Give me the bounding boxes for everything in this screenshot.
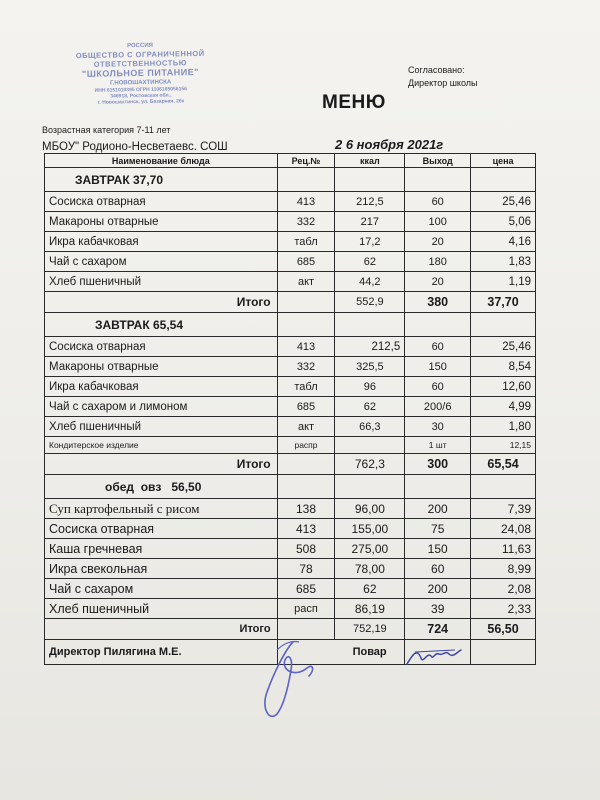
dish-name: Чай с сахаром и лимоном bbox=[45, 397, 278, 417]
recipe-number: распр bbox=[277, 437, 335, 454]
director-signature bbox=[255, 630, 325, 725]
yield-value: 150 bbox=[405, 539, 471, 559]
yield-value: 1 шт bbox=[405, 437, 471, 454]
recipe-number: табл bbox=[277, 232, 335, 252]
price-value: 12,60 bbox=[471, 377, 536, 397]
organization-stamp: РОССИЯ ОБЩЕСТВО С ОГРАНИЧЕННОЙ ОТВЕТСТВЕННОСТЬЮ "ШКОЛЬНОЕ ПИТАНИЕ" Г.НОВОШАХТИНСКА ИНН 6151010395 ОГРН 1106165056156 346918, Ростовская обл., г. Новошахтинск, ул. Базарная, 26к bbox=[75, 42, 205, 106]
total-kcal: 752,19 bbox=[335, 619, 405, 640]
dish-name: Икра свекольная bbox=[45, 559, 278, 579]
price-value: 11,63 bbox=[471, 539, 536, 559]
recipe-number: расп bbox=[277, 599, 335, 619]
table-row bbox=[45, 417, 536, 437]
table-row bbox=[45, 192, 536, 212]
dish-name: Хлеб пшеничный bbox=[45, 417, 278, 437]
table-row bbox=[45, 377, 536, 397]
recipe-number: 138 bbox=[277, 499, 335, 519]
table-row bbox=[45, 357, 536, 377]
recipe-number: 78 bbox=[277, 559, 335, 579]
kcal-value: 62 bbox=[335, 579, 405, 599]
kcal-value: 62 bbox=[335, 252, 405, 272]
header-name: Наименование блюда bbox=[45, 154, 278, 168]
approval-block bbox=[408, 64, 478, 90]
yield-value: 30 bbox=[405, 417, 471, 437]
price-value: 8,54 bbox=[471, 357, 536, 377]
price-value: 4,99 bbox=[471, 397, 536, 417]
dish-name: Икра кабачковая bbox=[45, 377, 278, 397]
recipe-number: 685 bbox=[277, 579, 335, 599]
total-kcal: 552,9 bbox=[335, 292, 405, 313]
table-row bbox=[45, 539, 536, 559]
dish-name: Сосиска отварная bbox=[45, 192, 278, 212]
approval-role: Директор школы bbox=[408, 78, 478, 88]
total-yield: 380 bbox=[405, 292, 471, 313]
total-kcal: 762,3 bbox=[335, 454, 405, 475]
section-header bbox=[45, 313, 536, 337]
dish-name: Макароны отварные bbox=[45, 212, 278, 232]
price-value: 1,83 bbox=[471, 252, 536, 272]
yield-value: 60 bbox=[405, 377, 471, 397]
approval-label: Согласовано: bbox=[408, 65, 465, 75]
kcal-value: 96,00 bbox=[335, 499, 405, 519]
yield-value: 39 bbox=[405, 599, 471, 619]
kcal-value: 217 bbox=[335, 212, 405, 232]
age-category: Возрастная категория 7-11 лет bbox=[42, 125, 171, 135]
price-value: 8,99 bbox=[471, 559, 536, 579]
yield-value: 75 bbox=[405, 519, 471, 539]
dish-name: Чай с сахаром bbox=[45, 579, 278, 599]
price-value: 2,33 bbox=[471, 599, 536, 619]
header-yield: Выход bbox=[405, 154, 471, 168]
section-header bbox=[45, 475, 536, 499]
price-value: 7,39 bbox=[471, 499, 536, 519]
page-title: МЕНЮ bbox=[322, 92, 386, 113]
kcal-value: 62 bbox=[335, 397, 405, 417]
total-label: Итого bbox=[45, 454, 278, 475]
price-value: 1,19 bbox=[471, 272, 536, 292]
yield-value: 200 bbox=[405, 499, 471, 519]
yield-value: 60 bbox=[405, 337, 471, 357]
dish-name: Каша гречневая bbox=[45, 539, 278, 559]
header-price: цена bbox=[471, 154, 536, 168]
menu-table bbox=[44, 153, 536, 665]
kcal-value: 325,5 bbox=[335, 357, 405, 377]
dish-name: Макароны отварные bbox=[45, 357, 278, 377]
yield-value: 20 bbox=[405, 232, 471, 252]
table-row bbox=[45, 212, 536, 232]
menu-date: 2 6 ноября 2021г bbox=[335, 137, 444, 152]
recipe-number: табл bbox=[277, 377, 335, 397]
dish-name: Кондитерское изделие bbox=[45, 437, 278, 454]
dish-name: Хлеб пшеничный bbox=[45, 599, 278, 619]
recipe-number: акт bbox=[277, 417, 335, 437]
total-price: 56,50 bbox=[471, 619, 536, 640]
dish-name: Сосиска отварная bbox=[45, 337, 278, 357]
kcal-value: 17,2 bbox=[335, 232, 405, 252]
total-yield: 724 bbox=[405, 619, 471, 640]
table-row bbox=[45, 337, 536, 357]
table-row bbox=[45, 519, 536, 539]
price-value: 12,15 bbox=[471, 437, 536, 454]
price-value: 25,46 bbox=[471, 192, 536, 212]
recipe-number: 685 bbox=[277, 252, 335, 272]
price-value: 4,16 bbox=[471, 232, 536, 252]
kcal-value: 155,00 bbox=[335, 519, 405, 539]
table-row bbox=[45, 499, 536, 519]
yield-value: 100 bbox=[405, 212, 471, 232]
cook-label: Повар bbox=[335, 640, 405, 665]
section-title: ЗАВТРАК 37,70 bbox=[45, 168, 278, 192]
table-row bbox=[45, 272, 536, 292]
recipe-number: 413 bbox=[277, 519, 335, 539]
kcal-value: 44,2 bbox=[335, 272, 405, 292]
director-signature-label: Директор Пилягина М.Е. bbox=[45, 640, 278, 665]
table-row bbox=[45, 232, 536, 252]
table-row bbox=[45, 397, 536, 417]
total-yield: 300 bbox=[405, 454, 471, 475]
dish-name: Чай с сахаром bbox=[45, 252, 278, 272]
yield-value: 20 bbox=[405, 272, 471, 292]
yield-value: 60 bbox=[405, 559, 471, 579]
cook-signature bbox=[405, 646, 465, 668]
recipe-number: акт bbox=[277, 272, 335, 292]
price-value: 5,06 bbox=[471, 212, 536, 232]
total-label: Итого bbox=[45, 619, 278, 640]
kcal-value: 86,19 bbox=[335, 599, 405, 619]
kcal-value: 212,5 bbox=[335, 192, 405, 212]
table-header bbox=[45, 154, 536, 168]
recipe-number: 332 bbox=[277, 212, 335, 232]
table-row bbox=[45, 599, 536, 619]
yield-value: 150 bbox=[405, 357, 471, 377]
kcal-value: 275,00 bbox=[335, 539, 405, 559]
kcal-value: 66,3 bbox=[335, 417, 405, 437]
yield-value: 180 bbox=[405, 252, 471, 272]
header-kcal: ккал bbox=[335, 154, 405, 168]
price-value: 25,46 bbox=[471, 337, 536, 357]
total-price: 37,70 bbox=[471, 292, 536, 313]
yield-value: 200 bbox=[405, 579, 471, 599]
yield-value: 200/6 bbox=[405, 397, 471, 417]
total-row bbox=[45, 454, 536, 475]
kcal-value: 212,5 bbox=[335, 337, 405, 357]
school-name: МБОУ" Родионо-Несветаевс. СОШ bbox=[42, 141, 228, 153]
table-row bbox=[45, 252, 536, 272]
section-header bbox=[45, 168, 536, 192]
table-row bbox=[45, 579, 536, 599]
kcal-value bbox=[335, 437, 405, 454]
recipe-number: 332 bbox=[277, 357, 335, 377]
recipe-number: 413 bbox=[277, 337, 335, 357]
section-title: ЗАВТРАК 65,54 bbox=[45, 313, 278, 337]
price-value: 1,80 bbox=[471, 417, 536, 437]
yield-value: 60 bbox=[405, 192, 471, 212]
recipe-number: 508 bbox=[277, 539, 335, 559]
price-value: 2,08 bbox=[471, 579, 536, 599]
total-price: 65,54 bbox=[471, 454, 536, 475]
recipe-number: 413 bbox=[277, 192, 335, 212]
table-row bbox=[45, 437, 536, 454]
price-value: 24,08 bbox=[471, 519, 536, 539]
dish-name: Сосиска отварная bbox=[45, 519, 278, 539]
dish-name: Хлеб пшеничный bbox=[45, 272, 278, 292]
kcal-value: 96 bbox=[335, 377, 405, 397]
dish-name: Суп картофельный с рисом bbox=[45, 499, 278, 519]
kcal-value: 78,00 bbox=[335, 559, 405, 579]
table-row bbox=[45, 559, 536, 579]
recipe-number: 685 bbox=[277, 397, 335, 417]
dish-name: Икра кабачковая bbox=[45, 232, 278, 252]
total-label: Итого bbox=[45, 292, 278, 313]
total-row bbox=[45, 292, 536, 313]
header-recipe: Рец.№ bbox=[277, 154, 335, 168]
section-title: обед овз 56,50 bbox=[45, 475, 278, 499]
